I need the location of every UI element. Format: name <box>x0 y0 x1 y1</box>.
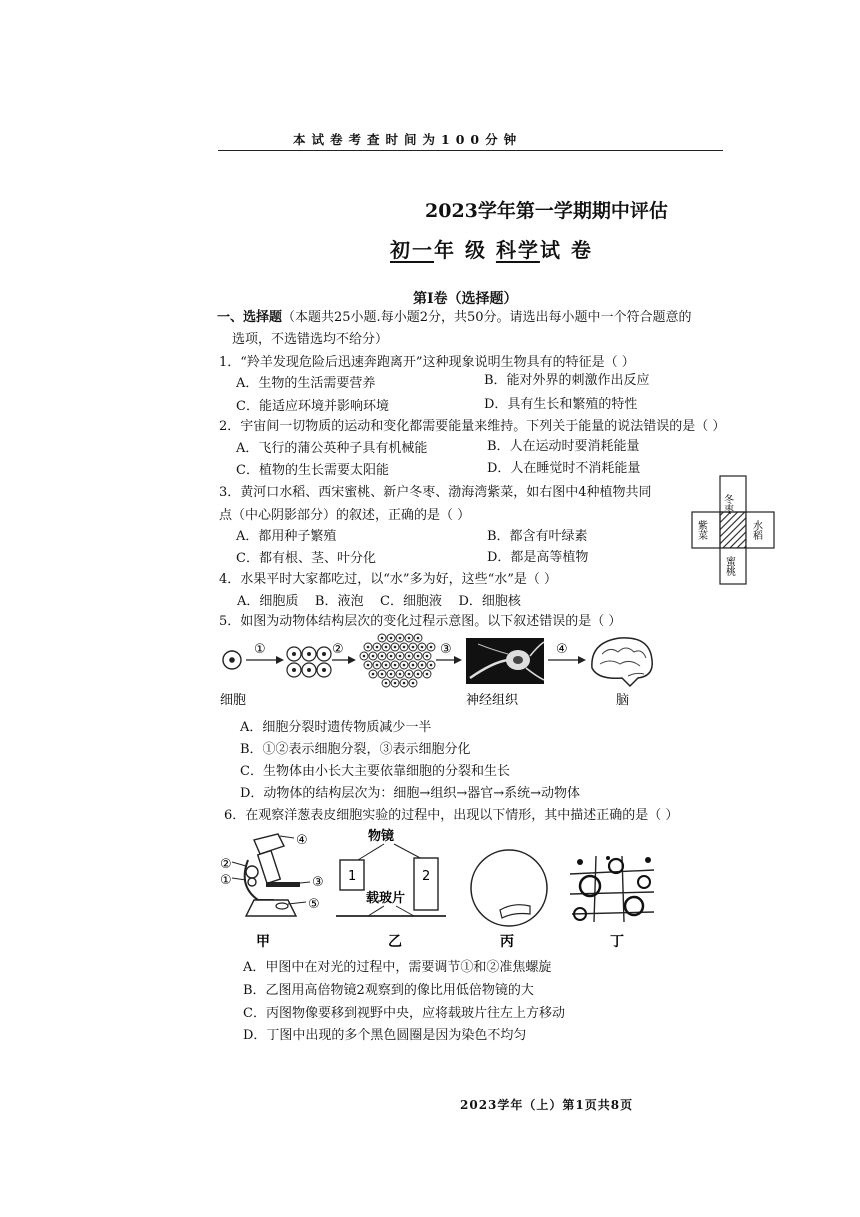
step-3-label: ③ <box>440 642 452 657</box>
fig-left-label: 紫菜 <box>695 520 707 540</box>
mass-cell-nucleus <box>376 664 379 667</box>
mass-cell-nucleus <box>372 673 375 676</box>
subtitle-subject: 科学 <box>495 238 540 262</box>
q1-option-d: D．具有生长和繁殖的特性 <box>484 397 638 412</box>
mass-cell-nucleus <box>381 655 384 658</box>
q6-option-a: A．甲图中在对光的过程中，需要调节①和②准焦螺旋 <box>243 960 552 975</box>
fig-jia-label: 甲 <box>256 934 270 950</box>
mass-cell-nucleus <box>403 682 406 685</box>
mass-cell-nucleus <box>367 646 370 649</box>
volume-heading: 第Ⅰ卷（选择题） <box>413 291 518 307</box>
q1-stem: 1．“羚羊发现危险后迅速奔跑离开”这种现象说明生物具有的特征是（ ） <box>219 355 635 370</box>
brain-label: 脑 <box>616 693 630 708</box>
mass-cell-nucleus <box>417 673 420 676</box>
mass-cell-nucleus <box>417 655 420 658</box>
cell-label: 细胞 <box>220 693 247 708</box>
mass-cell-nucleus <box>390 637 393 640</box>
part-2-label: ② <box>220 857 232 872</box>
q6-stem: 6．在观察洋葱表皮细胞实验的过程中，出现以下情形，其中描述正确的是（ ） <box>224 808 679 823</box>
step-2-label: ② <box>332 642 344 657</box>
q2-option-d: D．人在睡觉时不消耗能量 <box>487 461 641 476</box>
q6-option-c: C．丙图物像要移到视野中央，应将载玻片往左上方移动 <box>243 1006 565 1021</box>
part-1-label: ① <box>220 873 232 888</box>
mass-cell-nucleus <box>399 673 402 676</box>
q5-option-c: C．生物体由小长大主要依靠细胞的分裂和生长 <box>240 764 510 779</box>
mass-cell-nucleus <box>363 655 366 658</box>
fig-ding-label: 丁 <box>610 934 624 950</box>
nerve-tissue-image <box>466 638 544 684</box>
q3-stem-2: 点（中心阴影部分）的叙述，正确的是（ ） <box>219 508 471 523</box>
nerve-tissue-label: 神经组织 <box>466 693 519 708</box>
q1-option-b: B．能对外界的刺激作出反应 <box>484 373 650 388</box>
mass-cell-nucleus <box>430 664 433 667</box>
mass-cell-nucleus <box>430 646 433 649</box>
dividing-cells <box>287 647 331 677</box>
mass-cell-nucleus <box>376 646 379 649</box>
mass-cell-nucleus <box>394 682 397 685</box>
exam-title: 2023学年第一学期期中评估 <box>425 200 668 222</box>
mass-cell-nucleus <box>394 646 397 649</box>
q5-option-b: B．①②表示细胞分裂，③表示细胞分化 <box>240 742 471 757</box>
fig-yi-label: 乙 <box>388 934 402 950</box>
q6-option-b: B．乙图用高倍物镜2观察到的像比用低倍物镜的大 <box>243 983 534 998</box>
q2-option-a: A．飞行的蒲公英种子具有机械能 <box>236 441 428 456</box>
onion-cells-with-bubbles <box>570 856 654 922</box>
mass-cell-nucleus <box>390 655 393 658</box>
mass-cell-nucleus <box>412 646 415 649</box>
mass-cell-nucleus <box>426 673 429 676</box>
step-1-label: ① <box>254 642 266 657</box>
mass-cell-nucleus <box>385 646 388 649</box>
q3-stem-1: 3．黄河口水稻、西宋蜜桃、新户冬枣、渤海湾紫菜，如右图中4种植物共同 <box>219 485 652 500</box>
mass-cell-nucleus <box>417 637 420 640</box>
mass-cell-nucleus <box>408 637 411 640</box>
q1-option-c: C．能适应环境并影响环境 <box>236 399 389 414</box>
brain-image <box>592 638 652 686</box>
microscope-figure <box>218 826 678 956</box>
q1-option-a: A．生物的生活需要营养 <box>236 376 376 391</box>
q2-stem: 2．宇宙间一切物质的运动和变化都需要能量来维持。下列关于能量的说法错误的是（ ） <box>219 419 726 434</box>
q4-options: A．细胞质 B．液泡 C．细胞液 D．细胞核 <box>237 594 521 609</box>
mass-cell-nucleus <box>403 664 406 667</box>
q3-option-c: C．都有根、茎、叶分化 <box>236 551 376 566</box>
slide-label: 载玻片 <box>366 891 406 906</box>
header-rule <box>218 150 723 151</box>
q5-stem: 5．如图为动物体结构层次的变化过程示意图。以下叙述错误的是（ ） <box>219 614 622 629</box>
mass-cell-nucleus <box>421 646 424 649</box>
exam-time-note: 本试卷考查时间为100分钟 <box>293 132 523 147</box>
mass-cell-nucleus <box>426 655 429 658</box>
cell-mass <box>360 634 435 687</box>
mass-cell-nucleus <box>408 673 411 676</box>
fig-bing-label: 丙 <box>500 934 514 950</box>
q2-option-c: C．植物的生长需要太阳能 <box>236 463 389 478</box>
mass-cell-nucleus <box>399 655 402 658</box>
step-4-label: ④ <box>556 642 568 657</box>
subtitle-end: 试 卷 <box>539 238 593 262</box>
section-desc-2: 选项，不选错选均不给分） <box>232 332 389 347</box>
mass-cell-nucleus <box>381 673 384 676</box>
mass-cell-nucleus <box>421 664 424 667</box>
high-power-objective <box>414 858 438 910</box>
exam-subtitle <box>390 234 593 263</box>
mass-cell-nucleus <box>381 637 384 640</box>
part-5-label: ⑤ <box>308 897 320 912</box>
mass-cell-nucleus <box>403 646 406 649</box>
mass-cell-nucleus <box>412 664 415 667</box>
part-4-label: ④ <box>296 833 308 848</box>
mass-cell-nucleus <box>372 655 375 658</box>
q2-option-b: B．人在运动时要消耗能量 <box>487 439 640 454</box>
mass-cell-nucleus <box>408 655 411 658</box>
mass-cell-nucleus <box>367 664 370 667</box>
mass-cell-nucleus <box>394 664 397 667</box>
objective-label: 物镜 <box>368 829 395 844</box>
lens-1-label: 1 <box>348 869 357 884</box>
section-label: 一、选择题 <box>217 310 283 325</box>
q6-option-d: D．丁图中出现的多个黑色圆圈是因为染色不均匀 <box>243 1028 527 1043</box>
mass-cell-nucleus <box>385 682 388 685</box>
mass-cell-nucleus <box>412 682 415 685</box>
q4-stem: 4．水果平时大家都吃过，以“水”多为好，这些“水”是（ ） <box>219 572 557 587</box>
q5-option-a: A．细胞分裂时遗传物质减少一半 <box>240 720 432 735</box>
fig-top-label: 冬枣 <box>721 494 733 514</box>
q3-option-d: D．都是高等植物 <box>487 550 589 565</box>
subtitle-mid: 年 级 <box>434 238 496 262</box>
page-footer: 2023学年（上）第1页共8页 <box>460 1098 634 1112</box>
q5-option-d: D．动物体的结构层次为：细胞→组织→器官→系统→动物体 <box>240 786 580 801</box>
part-3-label: ③ <box>312 875 324 890</box>
animal-structure-figure <box>218 632 668 712</box>
mass-cell-nucleus <box>390 673 393 676</box>
fig-right-label: 水稻 <box>750 520 762 540</box>
section-desc-1: （本题共25小题.每小题2分，共50分。请选出每小题中一个符合题意的 <box>282 310 692 325</box>
mass-cell-nucleus <box>385 664 388 667</box>
lens-2-label: 2 <box>422 869 431 884</box>
q3-option-a: A．都用种子繁殖 <box>236 529 337 544</box>
subtitle-grade: 初一 <box>390 238 434 262</box>
fig-bottom-label: 蜜桃 <box>723 556 735 576</box>
section-line-1 <box>217 309 692 327</box>
shared-center-region <box>720 512 746 548</box>
mass-cell-nucleus <box>399 637 402 640</box>
plant-venn-figure <box>690 474 780 586</box>
q3-option-b: B．都含有叶绿素 <box>487 529 588 544</box>
